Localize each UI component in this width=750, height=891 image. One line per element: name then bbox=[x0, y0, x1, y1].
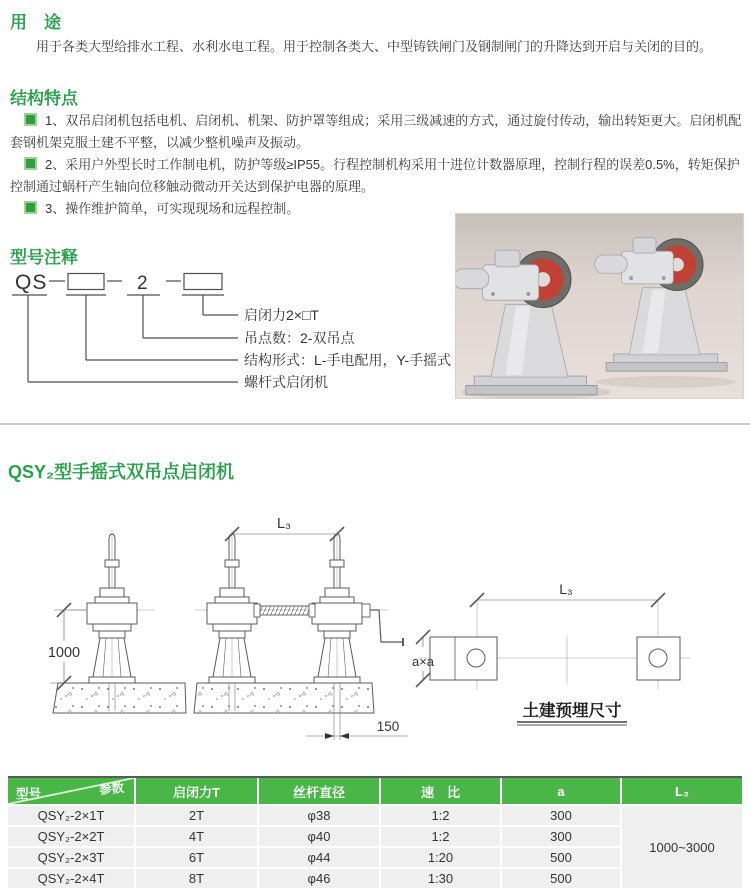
cell-a: 500 bbox=[502, 869, 620, 888]
col-header-screw: 丝杆直径 bbox=[259, 778, 379, 804]
model-notation-diagram bbox=[8, 268, 468, 398]
cell-a: 500 bbox=[502, 848, 620, 867]
product-section-title: QSY₂型手摇式双吊点启闭机 bbox=[8, 462, 235, 482]
square-bullet-icon bbox=[24, 113, 37, 126]
usage-body: 用于各类大型给排水工程、水利水电工程。用于控制各类大、中型铸铁闸门及钢制闸门的升降达到开启与关闭的目的。 bbox=[36, 39, 713, 54]
cell-screw: φ40 bbox=[259, 827, 379, 846]
notation-label-points: 吊点数：2-双吊点 bbox=[244, 330, 355, 346]
features-list bbox=[10, 110, 742, 221]
feature-text: 1、双吊启闭机包括电机、启闭机、机架、防护罩等组成；采用三级减速的方式，通过旋付传动，输出转矩更大。启闭机配套钢机架克服土建不平整，以减少整机噪声及振动。 bbox=[10, 113, 742, 150]
col-header-force: 启闭力T bbox=[136, 778, 257, 804]
dim-axa-label: a×a bbox=[411, 654, 435, 669]
cell-model: QSY₂-2×3T bbox=[8, 848, 134, 867]
corner-label-parameter: 参数 bbox=[98, 780, 125, 798]
features-title: 结构特点 bbox=[10, 89, 78, 108]
usage-title: 用 途 bbox=[10, 13, 61, 32]
model-prefix: QS bbox=[15, 271, 48, 294]
dim-150-label: 150 bbox=[376, 719, 400, 734]
col-header-ratio: 速 比 bbox=[381, 778, 500, 804]
feature-item bbox=[10, 154, 742, 197]
cell-l3-merged: 1000~3000 bbox=[622, 806, 742, 888]
feature-text: 2、采用户外型长时工作制电机，防护等级≥IP55。行程控制机构采用十进位计数器原理，控制行程的误差0.5%，转矩保护控制通过蜗杆产生轴向位移触动微动开关达到保护电器的原理。 bbox=[10, 157, 740, 194]
cell-model: QSY₂-2×4T bbox=[8, 869, 134, 888]
spec-table bbox=[8, 776, 742, 888]
col-header-l3: L₃ bbox=[622, 778, 742, 804]
cell-force: 6T bbox=[136, 848, 257, 867]
cell-force: 8T bbox=[136, 869, 257, 888]
feature-text: 3、操作维护简单，可实现现场和远程控制。 bbox=[45, 201, 300, 217]
cell-model: QSY₂-2×1T bbox=[8, 806, 134, 825]
feature-item bbox=[10, 110, 742, 153]
section-divider bbox=[0, 423, 750, 425]
col-header-a: a bbox=[502, 778, 620, 804]
plan-caption: 土建预埋尺寸 bbox=[522, 702, 622, 720]
cell-ratio: 1:2 bbox=[381, 827, 500, 846]
cell-force: 2T bbox=[136, 806, 257, 825]
cell-ratio: 1:30 bbox=[381, 869, 500, 888]
model-hook-count: 2 bbox=[137, 273, 148, 294]
cell-ratio: 1:20 bbox=[381, 848, 500, 867]
square-bullet-icon bbox=[24, 157, 37, 170]
square-bullet-icon bbox=[24, 201, 37, 214]
corner-label-model: 型号 bbox=[16, 787, 42, 801]
cell-screw: φ38 bbox=[259, 806, 379, 825]
product-photo bbox=[455, 213, 744, 399]
notation-label-type: 结构形式：L-手电配用，Y-手摇式 bbox=[244, 352, 452, 368]
cell-screw: φ46 bbox=[259, 869, 379, 888]
notation-label-force: 启闭力2×□T bbox=[244, 307, 319, 323]
dim-1000-label: 1000 bbox=[47, 645, 81, 661]
cell-model: QSY₂-2×2T bbox=[8, 827, 134, 846]
notation-label-screw: 螺杆式启闭机 bbox=[244, 374, 328, 390]
cell-a: 300 bbox=[502, 827, 620, 846]
cell-screw: φ44 bbox=[259, 848, 379, 867]
cell-a: 300 bbox=[502, 806, 620, 825]
technical-drawings bbox=[0, 500, 750, 780]
model-notation-title: 型号注释 bbox=[10, 248, 78, 267]
dim-l3-elevation-label: L₃ bbox=[277, 516, 291, 532]
cell-ratio: 1:2 bbox=[381, 806, 500, 825]
dim-l3-plan-label: L₃ bbox=[559, 581, 573, 597]
table-corner-cell bbox=[8, 778, 134, 804]
cell-force: 4T bbox=[136, 827, 257, 846]
